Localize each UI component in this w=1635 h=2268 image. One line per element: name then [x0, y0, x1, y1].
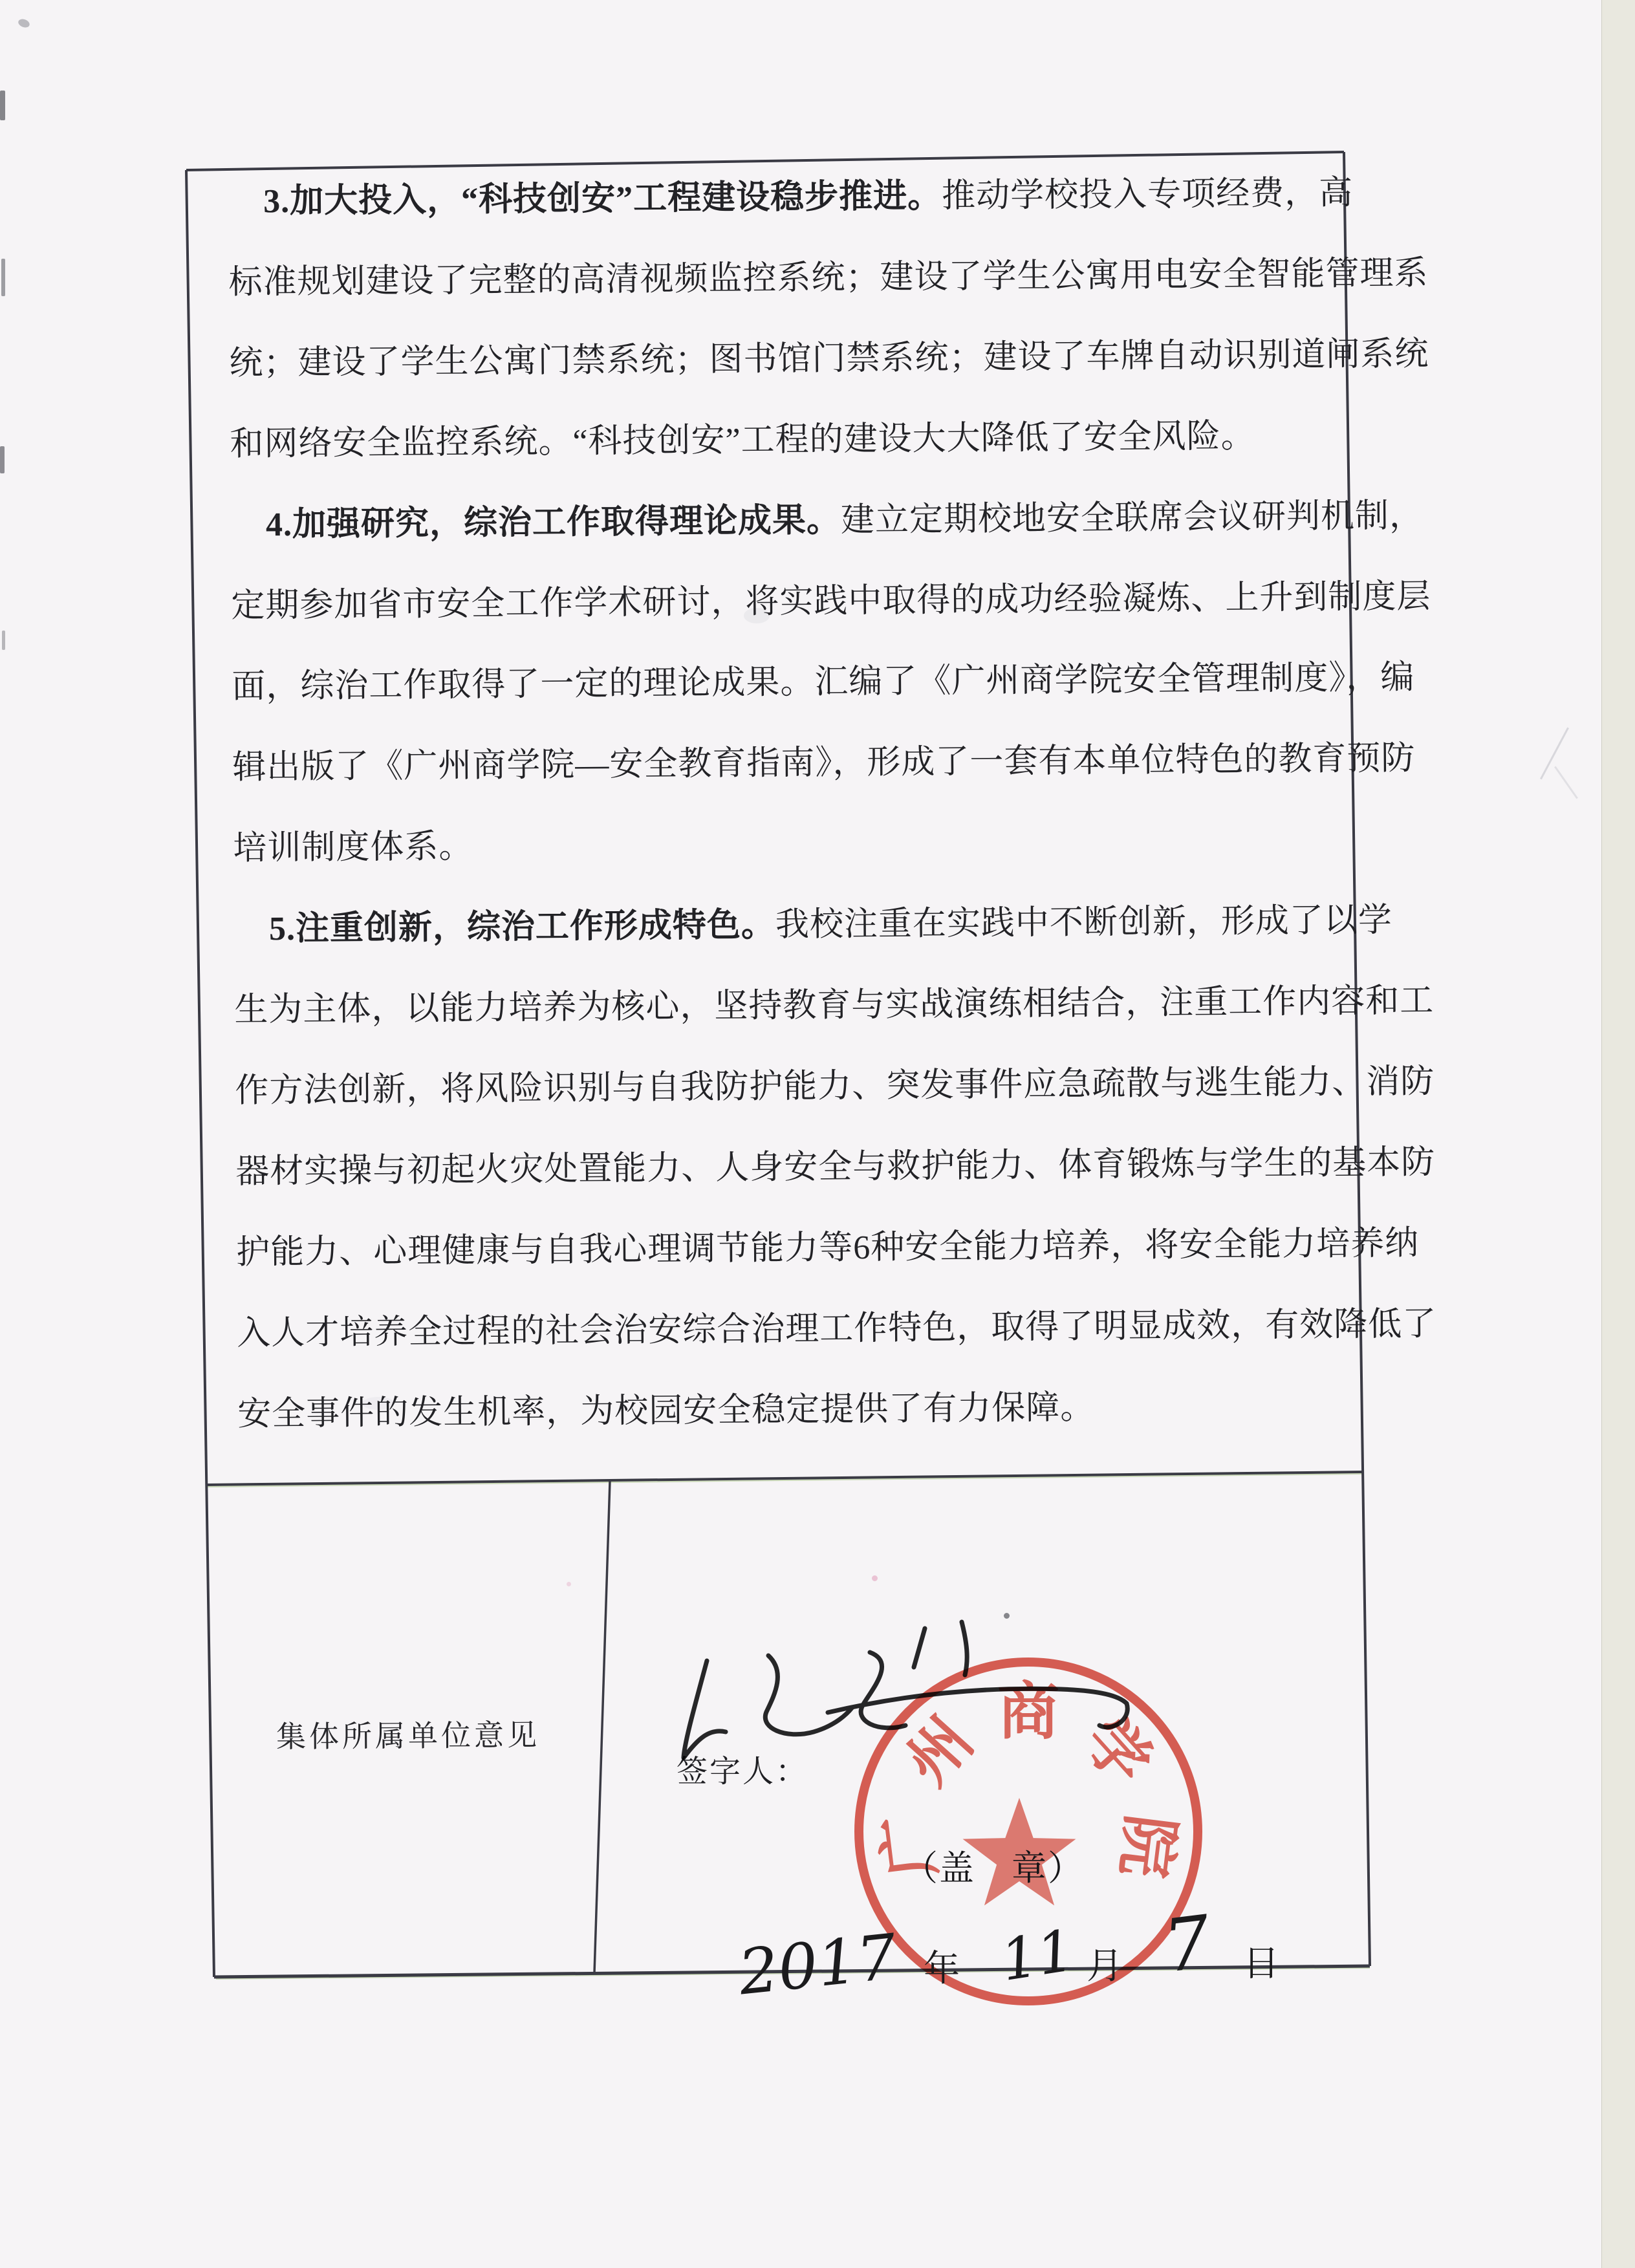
date-year-value: 2017: [735, 1920, 900, 2009]
seal-note-label: （盖 章）: [903, 1849, 1084, 1888]
report-text-line: 入人才培养全过程的社会治安综合治理工作特色，取得了明显成效，有效降低了: [237, 1306, 1437, 1352]
svg-text:州: 州: [893, 1705, 986, 1798]
report-text-line: 面，综治工作取得了一定的理论成果。汇编了《广州商学院安全管理制度》，编: [232, 659, 1415, 706]
date-day-value: 7: [1159, 1900, 1215, 1989]
report-body-text: [228, 153, 1437, 1454]
svg-text:商: 商: [997, 1677, 1059, 1747]
report-text-line: 统；建设了学生公寓门禁系统；图书馆门禁系统；建设了车牌自动识别道闸系统: [229, 336, 1429, 382]
pink-speck: [872, 1575, 878, 1581]
signature-scribble: [647, 1597, 1164, 1791]
svg-text:学: 学: [1070, 1705, 1164, 1798]
unit-opinion-label: 集体所属单位意见: [276, 1718, 541, 1754]
report-text-line: 作方法创新，将风险识别与自我防护能力、突发事件应急疏散与逃生能力、消防: [235, 1063, 1435, 1110]
report-text-line: 5.注重创新，综治工作形成特色。我校注重在实践中不断创新，形成了以学: [268, 902, 1393, 948]
report-text-line: 培训制度体系。: [233, 828, 473, 867]
date-day-suffix: 日: [1243, 1944, 1279, 1984]
report-text-line: 标准规划建设了完整的高清视频监控系统；建设了学生公寓用电安全智能管理系: [228, 255, 1429, 301]
date-month-suffix: 月: [1087, 1947, 1123, 1987]
signer-label: 签字人：: [677, 1755, 809, 1789]
report-text-line: 安全事件的发生机率，为校园安全稳定提供了有力保障。: [237, 1389, 1095, 1433]
report-text-line: 辑出版了《广州商学院—安全教育指南》，形成了一套有本单位特色的教育预防: [232, 740, 1416, 786]
date-month-value: 11: [996, 1916, 1079, 1994]
pink-speck: [567, 1582, 571, 1586]
report-text-line: 3.加大投入，“科技创安”工程建设稳步推进。推动学校投入专项经费，高: [263, 174, 1354, 221]
report-text-line: 护能力、心理健康与自我心理调节能力等6种安全能力培养，将安全能力培养纳: [236, 1225, 1420, 1271]
date-year-suffix: 年: [924, 1949, 960, 1989]
report-text-line: 定期参加省市安全工作学术研讨，将实践中取得的成功经验凝炼、上升到制度层: [231, 578, 1431, 625]
svg-text:院: 院: [1109, 1811, 1186, 1881]
report-text-line: 4.加强研究，综治工作取得理论成果。建立定期校地安全联席会议研判机制，: [265, 497, 1424, 544]
report-text-line: 和网络安全监控系统。“科技创安”工程的建设大大降低了安全风险。: [230, 418, 1255, 463]
svg-text:广: 广: [871, 1811, 948, 1881]
report-text-line: 器材实操与初起火灾处置能力、人身安全与救护能力、体育锻炼与学生的基本防: [235, 1144, 1436, 1191]
report-text-line: 生为主体，以能力培养为核心，坚持教育与实战演练相结合，注重工作内容和工: [234, 982, 1435, 1029]
ink-dot: [1004, 1613, 1010, 1619]
